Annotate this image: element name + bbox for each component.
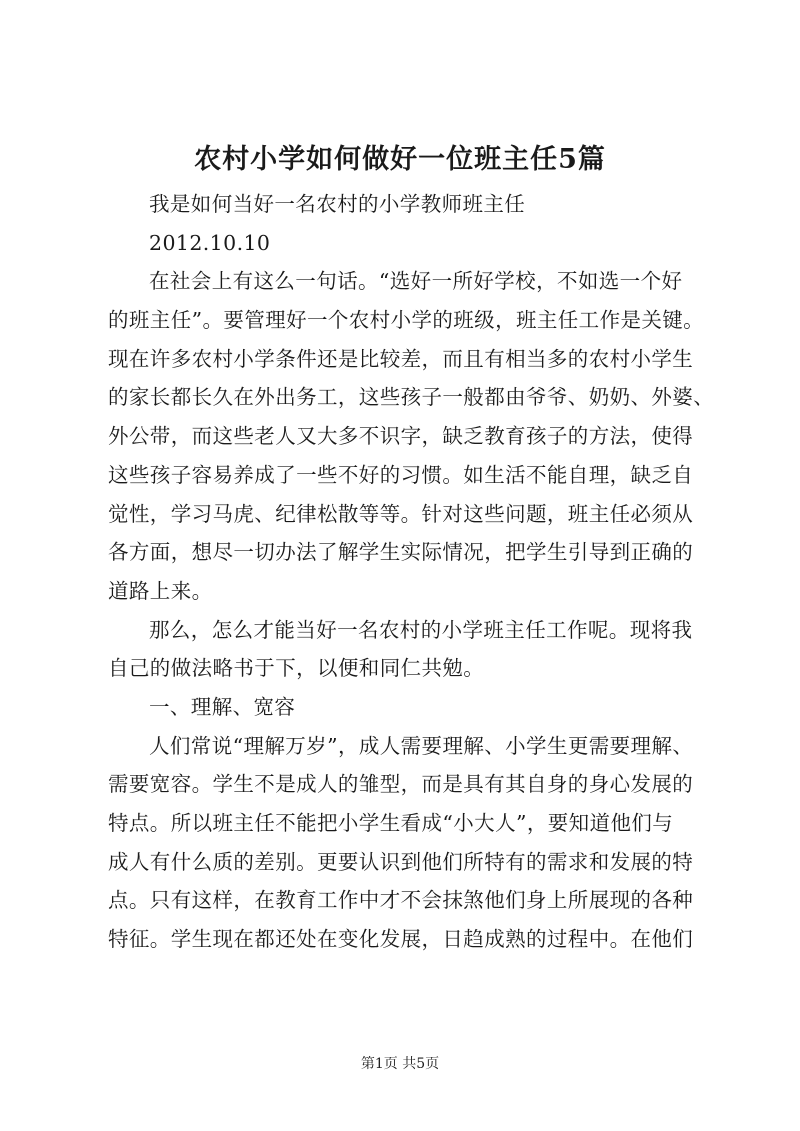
paragraph-line: 那么，怎么才能当好一名农村的小学班主任工作呢。现将我 [149, 617, 693, 642]
document-subtitle: 我是如何当好一名农村的小学教师班主任 [149, 192, 526, 216]
paragraph-line: 在社会上有这么一句话。“选好一所好学校，不如选一个好 [149, 269, 683, 294]
paragraph-line: 人们常说“理解万岁”，成人需要理解、小学生更需要理解、 [149, 733, 694, 758]
document-title: 农村小学如何做好一位班主任5篇 [194, 144, 606, 175]
paragraph-line: 成人有什么质的差别。更要认识到他们所特有的需求和发展的特 [108, 849, 694, 874]
paragraph-line: 点。只有这样，在教育工作中才不会抹煞他们身上所展现的各种 [108, 888, 694, 913]
document-date: 2012.10.10 [149, 230, 271, 255]
paragraph-line: 的班主任”。要管理好一个农村小学的班级，班主任工作是关键。 [108, 308, 705, 333]
paragraph-line: 特征。学生现在都还处在变化发展，日趋成熟的过程中。在他们 [108, 927, 694, 952]
paragraph-line: 各方面，想尽一切办法了解学生实际情况，把学生引导到正确的 [108, 540, 694, 565]
section-heading: 一、理解、宽容 [149, 694, 296, 719]
paragraph-line: 觉性，学习马虎、纪律松散等等。针对这些问题，班主任必须从 [108, 501, 694, 526]
document-body [108, 185, 715, 959]
paragraph-line: 自己的做法略书于下，以便和同仁共勉。 [108, 656, 485, 681]
paragraph-line: 这些孩子容易养成了一些不好的习惯。如生活不能自理，缺乏自 [108, 462, 694, 487]
paragraph-line: 外公带，而这些老人又大多不识字，缺乏教育孩子的方法，使得 [108, 424, 694, 449]
paragraph-line: 的家长都长久在外出务工，这些孩子一般都由爷爷、奶奶、外婆、 [108, 385, 715, 410]
paragraph-line: 需要宽容。学生不是成人的雏型，而是具有其自身的身心发展的 [108, 772, 694, 797]
page-footer: 第1页 共5页 [360, 1056, 440, 1072]
paragraph-line: 道路上来。 [108, 578, 213, 603]
paragraph-line: 现在许多农村小学条件还是比较差，而且有相当多的农村小学生 [108, 346, 694, 371]
paragraph-line: 特点。所以班主任不能把小学生看成“小大人”，要知道他们与 [108, 811, 674, 835]
